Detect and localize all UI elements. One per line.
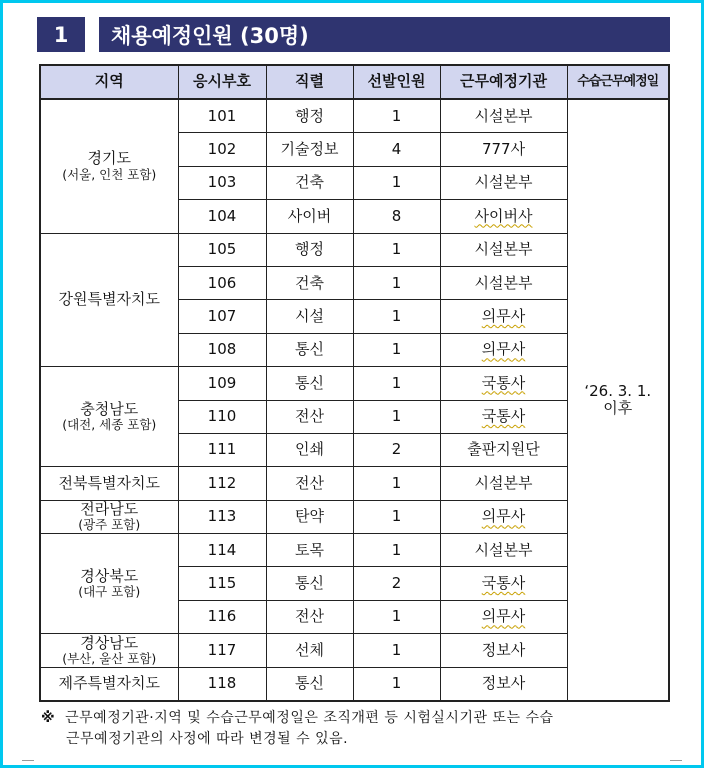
- exam-number-cell: 105: [178, 233, 266, 266]
- job-series-cell: 탄약: [266, 500, 353, 533]
- job-series-cell: 기술정보: [266, 133, 353, 166]
- agency-text: 국통사: [481, 373, 526, 392]
- selection-count-cell: 1: [353, 99, 440, 133]
- selection-count-cell: 4: [353, 133, 440, 166]
- region-name: 전북특별자치도: [58, 473, 160, 492]
- exam-number-cell: 108: [178, 333, 266, 366]
- job-series-cell: 토목: [266, 534, 353, 567]
- work-agency-cell: [440, 367, 567, 400]
- job-series-cell: 통신: [266, 333, 353, 366]
- job-series-cell: 전산: [266, 600, 353, 633]
- region-subtext: (대구 포함): [78, 584, 141, 600]
- work-agency-cell: 시설본부: [440, 266, 567, 299]
- region-cell: [40, 233, 178, 367]
- region-cell: [40, 534, 178, 634]
- job-series-cell: 행정: [266, 233, 353, 266]
- region-name: 경상북도: [80, 566, 139, 585]
- work-agency-cell: [440, 600, 567, 633]
- corner-mark-right: [670, 748, 682, 761]
- section-title: 채용예정인원 (30명): [99, 17, 670, 52]
- selection-count-cell: 1: [353, 600, 440, 633]
- selection-count-cell: 1: [353, 300, 440, 333]
- selection-count-cell: 1: [353, 634, 440, 667]
- work-agency-cell: 시설본부: [440, 99, 567, 133]
- region-name: 충청남도: [80, 399, 139, 418]
- work-agency-cell: [440, 200, 567, 233]
- agency-text: 의무사: [481, 340, 526, 359]
- exam-number-cell: 101: [178, 99, 266, 133]
- exam-number-cell: 107: [178, 300, 266, 333]
- work-agency-cell: 777사: [440, 133, 567, 166]
- exam-number-cell: 102: [178, 133, 266, 166]
- agency-text: 국통사: [481, 574, 526, 593]
- job-series-cell: 사이버: [266, 200, 353, 233]
- selection-count-cell: 1: [353, 166, 440, 199]
- region-cell: [40, 634, 178, 667]
- header-job-series: 직렬: [266, 65, 353, 99]
- selection-count-cell: 1: [353, 534, 440, 567]
- allocation-table: [39, 64, 670, 702]
- selection-count-cell: 1: [353, 233, 440, 266]
- work-agency-cell: [440, 400, 567, 433]
- selection-count-cell: 1: [353, 400, 440, 433]
- exam-number-cell: 109: [178, 367, 266, 400]
- exam-number-cell: 116: [178, 600, 266, 633]
- header-region: 지역: [40, 65, 178, 99]
- exam-number-cell: 104: [178, 200, 266, 233]
- job-series-cell: 시설: [266, 300, 353, 333]
- work-agency-cell: 출판지원단: [440, 433, 567, 466]
- work-agency-cell: 시설본부: [440, 233, 567, 266]
- agency-text: 국통사: [481, 407, 526, 426]
- job-series-cell: 건축: [266, 266, 353, 299]
- region-name: 강원특별자치도: [58, 290, 160, 309]
- selection-count-cell: 1: [353, 500, 440, 533]
- agency-text: 의무사: [481, 507, 526, 526]
- job-series-cell: 통신: [266, 367, 353, 400]
- exam-number-cell: 106: [178, 266, 266, 299]
- work-agency-cell: 시설본부: [440, 467, 567, 500]
- exam-number-cell: 112: [178, 467, 266, 500]
- table-header-row: [40, 65, 669, 99]
- job-series-cell: 선체: [266, 634, 353, 667]
- job-series-cell: 인쇄: [266, 433, 353, 466]
- work-agency-cell: 정보사: [440, 667, 567, 701]
- agency-text: 사이버사: [474, 206, 533, 225]
- region-cell: [40, 667, 178, 701]
- selection-count-cell: 2: [353, 433, 440, 466]
- start-date-line-2: 이후: [603, 399, 633, 418]
- job-series-cell: 전산: [266, 467, 353, 500]
- work-agency-cell: [440, 567, 567, 600]
- region-name: 전라남도: [80, 500, 139, 519]
- work-agency-cell: 시설본부: [440, 534, 567, 567]
- work-agency-cell: [440, 500, 567, 533]
- region-subtext: (광주 포함): [78, 517, 141, 533]
- job-series-cell: 행정: [266, 99, 353, 133]
- header-selection-count: 선발인원: [353, 65, 440, 99]
- region-subtext: (부산, 울산 포함): [62, 650, 157, 666]
- job-series-cell: 통신: [266, 567, 353, 600]
- selection-count-cell: 8: [353, 200, 440, 233]
- table-row: [40, 99, 669, 133]
- table-body: [40, 99, 669, 701]
- work-agency-cell: [440, 300, 567, 333]
- selection-count-cell: 2: [353, 567, 440, 600]
- header-start-date: 수습근무예정일: [567, 65, 669, 99]
- agency-text: 의무사: [481, 607, 526, 626]
- note-line-1: 근무예정기관·지역 및 수습근무예정일은 조직개편 등 시험실시기관 또는 수습: [65, 710, 554, 726]
- region-name: 경상남도: [80, 633, 139, 652]
- exam-number-cell: 103: [178, 166, 266, 199]
- region-cell: [40, 467, 178, 500]
- work-agency-cell: 시설본부: [440, 166, 567, 199]
- selection-count-cell: 1: [353, 467, 440, 500]
- selection-count-cell: 1: [353, 266, 440, 299]
- job-series-cell: 전산: [266, 400, 353, 433]
- region-cell: [40, 367, 178, 467]
- region-cell: [40, 500, 178, 533]
- section-number: 1: [37, 17, 85, 52]
- exam-number-cell: 110: [178, 400, 266, 433]
- corner-mark-left: [22, 748, 34, 761]
- exam-number-cell: 111: [178, 433, 266, 466]
- start-date-line-1: ‘26. 3. 1.: [584, 381, 652, 400]
- note-mark: ※: [41, 710, 56, 726]
- header-work-agency: 근무예정기관: [440, 65, 567, 99]
- region-subtext: (대전, 세종 포함): [62, 417, 157, 433]
- agency-text: 의무사: [481, 306, 526, 325]
- job-series-cell: 건축: [266, 166, 353, 199]
- selection-count-cell: 1: [353, 367, 440, 400]
- exam-number-cell: 113: [178, 500, 266, 533]
- exam-number-cell: 117: [178, 634, 266, 667]
- region-name: 경기도: [87, 149, 131, 168]
- exam-number-cell: 115: [178, 567, 266, 600]
- note-line-2: 근무예정기관의 사정에 따라 변경될 수 있음.: [66, 731, 349, 747]
- selection-count-cell: 1: [353, 333, 440, 366]
- exam-number-cell: 114: [178, 534, 266, 567]
- region-name: 제주특별자치도: [58, 674, 160, 693]
- work-agency-cell: 정보사: [440, 634, 567, 667]
- work-agency-cell: [440, 333, 567, 366]
- region-cell: [40, 99, 178, 233]
- selection-count-cell: 1: [353, 667, 440, 701]
- header-exam-number: 응시부호: [178, 65, 266, 99]
- region-subtext: (서울, 인천 포함): [62, 166, 157, 182]
- exam-number-cell: 118: [178, 667, 266, 701]
- footnote: [41, 708, 671, 750]
- start-date-cell: [567, 99, 669, 701]
- job-series-cell: 통신: [266, 667, 353, 701]
